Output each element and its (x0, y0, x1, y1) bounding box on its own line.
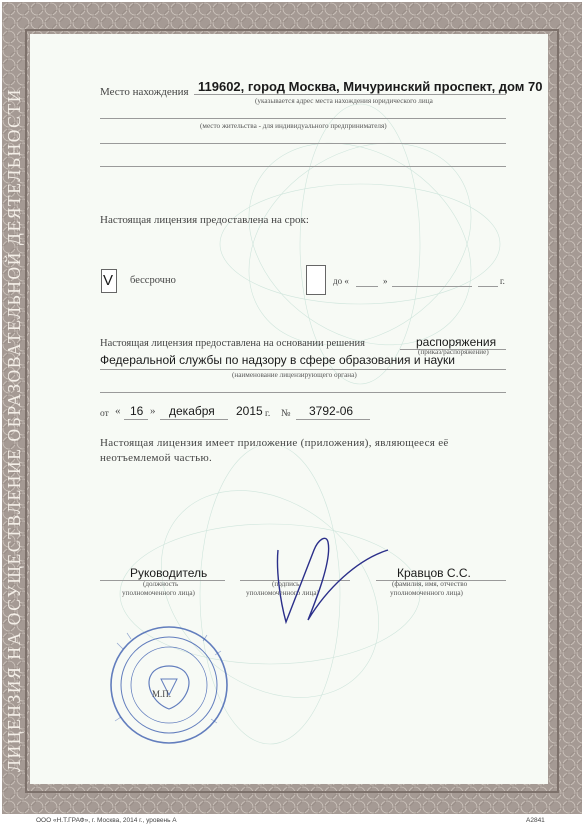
serial-number: А2841 (526, 817, 545, 824)
until-quote-close: » (383, 276, 388, 286)
authority-caption: (наименование лицензирующего органа) (232, 371, 357, 379)
position-caption-1: (должность (143, 580, 179, 588)
appendix-text-2: неотъемлемой частью. (100, 452, 213, 464)
location-caption-legal: (указывается адрес места нахождения юридического лица (255, 97, 433, 105)
location-line-3 (100, 143, 506, 144)
until-day-line (356, 286, 378, 287)
day-quote-open: « (115, 405, 121, 417)
location-line (194, 94, 506, 95)
signature-caption-2: уполномоченного лица) (246, 589, 319, 597)
name-value: Кравцов С.С. (397, 566, 471, 580)
basis-text: Настоящая лицензия предоставлена на основании решения (100, 338, 365, 349)
handwritten-signature (256, 520, 396, 635)
until-checkbox (306, 265, 326, 295)
until-year-line (478, 286, 498, 287)
authority-value: Федеральной службы по надзору в сфере образования и науки (100, 353, 455, 367)
year-suffix: г. (265, 409, 271, 419)
location-value: 119602, город Москва, Мичуринский проспект, дом 70 (198, 79, 543, 94)
name-caption-2: уполномоченного лица) (390, 589, 463, 597)
position-caption-2: уполномоченного лица) (122, 589, 195, 597)
until-year-suffix: г. (500, 276, 505, 286)
location-line-4 (100, 166, 506, 167)
from-label: от (100, 409, 109, 419)
day-quote-close: » (150, 405, 156, 417)
decision-number: 3792-06 (309, 404, 354, 418)
decision-day: 16 (130, 404, 144, 418)
until-label: до « (333, 276, 349, 286)
name-caption-1: (фамилия, имя, отчество (392, 580, 468, 588)
number-label: № (281, 408, 291, 419)
authority-line (100, 369, 506, 370)
side-title: ЛИЦЕНЗИЯ НА ОСУЩЕСТВЛЕНИЕ ОБРАЗОВАТЕЛЬНОЙ ДЕЯТЕЛЬНОСТИ (4, 88, 24, 772)
decision-caption: (приказ/распоряжение) (418, 348, 489, 356)
official-stamp (97, 623, 237, 748)
term-text: Настоящая лицензия предоставлена на срок: (100, 214, 309, 226)
signature-caption-1: (подпись (272, 580, 300, 588)
indefinite-label: бессрочно (130, 275, 176, 286)
authority-line-2 (100, 392, 506, 393)
stamp-label: М.П. (152, 689, 172, 699)
position-value: Руководитель (130, 566, 208, 580)
check-mark: V (103, 272, 114, 289)
month-line (160, 419, 228, 420)
decision-year: 2015 (236, 404, 263, 418)
location-line-2 (100, 118, 506, 119)
location-label: Место нахождения (100, 86, 189, 98)
appendix-text-1: Настоящая лицензия имеет приложение (приложения), являющееся её (100, 437, 449, 449)
indefinite-checkbox (101, 269, 117, 293)
number-line (296, 419, 370, 420)
day-line (124, 419, 148, 420)
location-caption-individual: (место жительства - для индивидуального предпринимателя) (200, 122, 387, 130)
until-month-line (392, 286, 472, 287)
decision-month: декабря (169, 404, 215, 418)
printer-info: ООО «Н.Т.ГРАФ», г. Москва, 2014 г., уровень А (36, 817, 177, 824)
decision-type: распоряжения (416, 335, 497, 349)
